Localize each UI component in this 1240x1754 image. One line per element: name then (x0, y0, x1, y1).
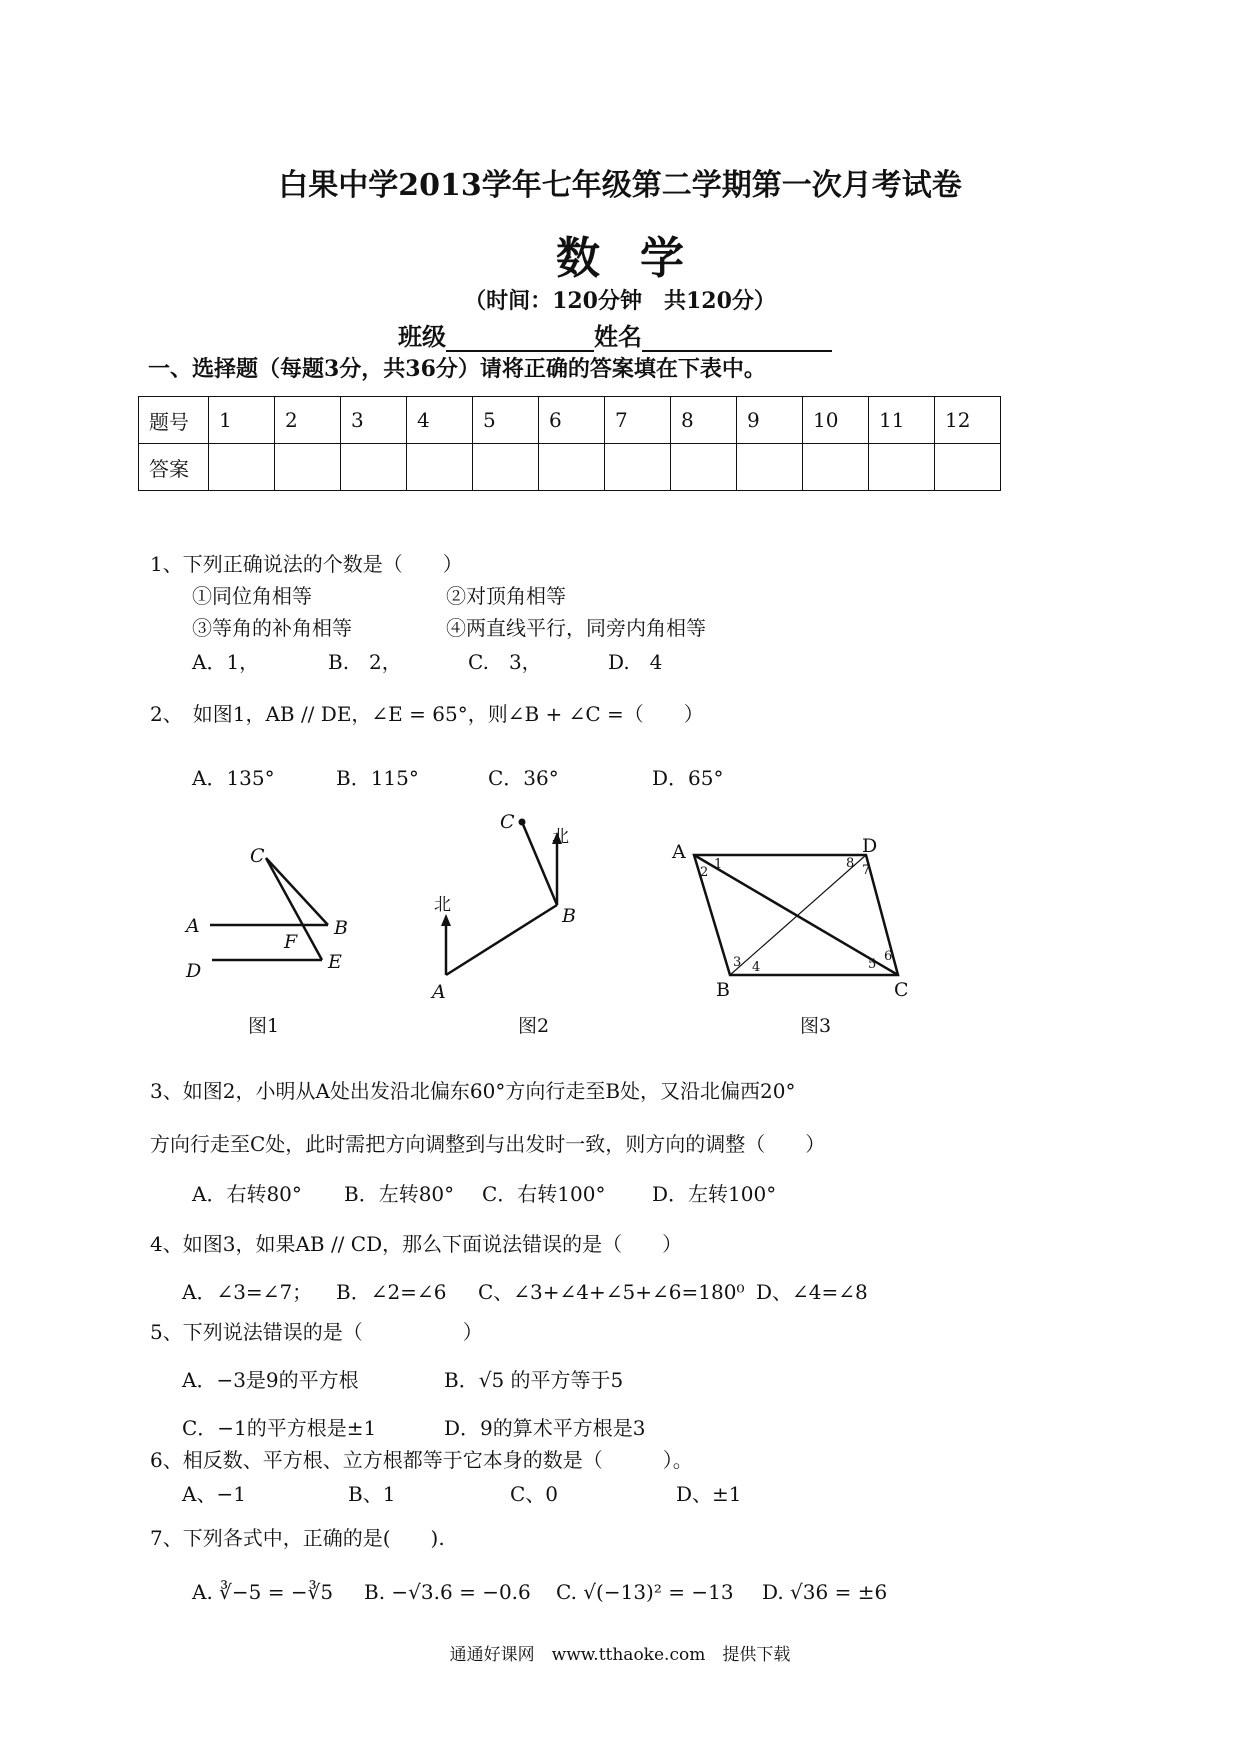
table-cell: 10 (803, 397, 869, 444)
exam-title: 白果中学2013学年七年级第二学期第一次月考试卷 (278, 168, 962, 203)
table-header-cell: 题号 (139, 397, 209, 444)
q5-option-a: A．−3是9的平方根 (182, 1368, 359, 1392)
fig1-label-e: E (328, 951, 342, 973)
q7-option-b: B. −√3.6 = −0.6 (364, 1580, 531, 1604)
fig1-label-c: C (250, 845, 265, 867)
q4-option-c: C、∠3+∠4+∠5+∠6=180⁰ (478, 1280, 745, 1304)
subject-title: 数学 (556, 233, 724, 284)
answer-cell[interactable] (473, 444, 539, 491)
table-cell: 1 (209, 397, 275, 444)
fig3-label-d: D (862, 835, 878, 857)
q1-option-d: D. 4 (608, 650, 663, 674)
q7-option-d: D. √36 = ±6 (762, 1580, 888, 1604)
fig3-angle-6: 6 (884, 949, 893, 964)
table-cell: 11 (869, 397, 935, 444)
q7-option-a: A. ∛−5 = −∛5 (192, 1580, 334, 1604)
fig3-angle-8: 8 (846, 856, 855, 871)
figure-1 (210, 858, 328, 960)
fig3-angle-3: 3 (733, 955, 742, 970)
answer-cell[interactable] (671, 444, 737, 491)
q3-option-a: A．右转80° (192, 1182, 302, 1206)
answer-cell[interactable] (935, 444, 1001, 491)
q7-stem: 7、下列各式中，正确的是( ). (150, 1526, 445, 1550)
class-name-line (398, 317, 832, 352)
q2-stem: 2、 如图1，AB // DE，∠E = 65°，则∠B + ∠C =（ ） (150, 702, 704, 726)
fig3-caption: 图3 (800, 1015, 832, 1037)
q6-option-c: C、0 (510, 1482, 559, 1506)
fig1-label-a: A (186, 915, 200, 937)
class-label: 班级 (398, 322, 446, 351)
fig2-label-c: C (500, 811, 515, 833)
fig2-label-north-b: 北 (552, 827, 569, 847)
answer-cell[interactable] (275, 444, 341, 491)
q3-option-c: C．右转100° (482, 1182, 606, 1206)
table-cell: 3 (341, 397, 407, 444)
time-info: （时间：120分钟 共120分） (464, 288, 776, 314)
table-cell: 7 (605, 397, 671, 444)
fig3-label-b: B (716, 979, 730, 1001)
answer-cell[interactable] (539, 444, 605, 491)
q2-option-d: D．65° (652, 766, 724, 790)
q1-stem: 1、下列正确说法的个数是（ ） (150, 552, 463, 576)
fig2-label-north-a: 北 (434, 895, 451, 915)
q5-stem: 5、下列说法错误的是（ ） (150, 1320, 483, 1344)
q5-option-b: B．√5 的平方等于5 (444, 1368, 624, 1392)
answer-cell[interactable] (605, 444, 671, 491)
table-cell: 6 (539, 397, 605, 444)
footer-text: 通通好课网 www.tthaoke.com 提供下载 (449, 1645, 791, 1665)
fig3-label-c: C (894, 979, 909, 1001)
answer-cell[interactable] (737, 444, 803, 491)
arrow-up-icon (441, 914, 451, 926)
q1-statement-3: ③等角的补角相等 (192, 616, 352, 640)
q4-option-a: A．∠3=∠7； (182, 1280, 313, 1304)
answer-cell[interactable] (407, 444, 473, 491)
q2-option-a: A．135° (192, 766, 275, 790)
q1-statement-1: ①同位角相等 (192, 584, 312, 608)
table-row (139, 444, 1001, 491)
table-cell: 4 (407, 397, 473, 444)
q3-stem-line1: 3、如图2，小明从A处出发沿北偏东60°方向行走至B处，又沿北偏西20° (150, 1079, 796, 1103)
fig2-point-c (519, 819, 526, 826)
q4-stem: 4、如图3，如果AB // CD，那么下面说法错误的是（ ） (150, 1232, 683, 1256)
figures-area (0, 790, 1240, 1050)
q6-option-b: B、1 (348, 1482, 396, 1506)
fig2-label-b: B (562, 905, 576, 927)
q2-option-c: C．36° (488, 766, 559, 790)
figure-2 (446, 822, 557, 975)
q3-option-d: D．左转100° (652, 1182, 777, 1206)
q3-option-b: B．左转80° (344, 1182, 455, 1206)
table-cell: 12 (935, 397, 1001, 444)
answer-cell[interactable] (341, 444, 407, 491)
q6-option-d: D、±1 (676, 1482, 742, 1506)
fig3-label-a: A (672, 841, 686, 863)
fig1-label-f: F (284, 931, 298, 953)
fig2-caption: 图2 (518, 1015, 550, 1037)
section-heading: 一、选择题（每题3分，共36分）请将正确的答案填在下表中。 (148, 356, 766, 382)
q1-option-a: A．1， (192, 650, 260, 674)
q1-option-b: B. 2， (328, 650, 402, 674)
fig3-angle-2: 2 (700, 865, 709, 880)
fig3-angle-4: 4 (752, 960, 761, 975)
q6-stem: 6、相反数、平方根、立方根都等于它本身的数是（ ）。 (150, 1448, 693, 1472)
q3-stem-line2: 方向行走至C处，此时需把方向调整到与出发时一致，则方向的调整（ ） (150, 1132, 826, 1156)
table-cell: 5 (473, 397, 539, 444)
fig3-diagonal-bd (730, 855, 866, 975)
fig1-caption: 图1 (248, 1015, 280, 1037)
fig2-line-ab (446, 905, 557, 975)
q6-option-a: A、−1 (182, 1482, 246, 1506)
fig1-label-d: D (186, 960, 202, 982)
table-header-cell: 答案 (139, 444, 209, 491)
q5-option-d: D．9的算术平方根是3 (444, 1416, 646, 1440)
q4-option-d: D、∠4=∠8 (756, 1280, 868, 1304)
q4-option-b: B．∠2=∠6 (336, 1280, 447, 1304)
name-label: 姓名 (594, 322, 642, 351)
table-cell: 8 (671, 397, 737, 444)
q7-option-c: C. √(−13)² = −13 (556, 1580, 734, 1604)
answer-cell[interactable] (209, 444, 275, 491)
q1-statement-4: ④两直线平行，同旁内角相等 (446, 616, 706, 640)
q1-statement-2: ②对顶角相等 (446, 584, 566, 608)
fig2-label-a: A (432, 981, 446, 1003)
fig3-angle-7: 7 (862, 863, 871, 878)
class-blank[interactable] (446, 324, 594, 352)
answer-cell[interactable] (803, 444, 869, 491)
fig3-angle-1: 1 (714, 857, 723, 872)
table-row (139, 397, 1001, 444)
answer-cell[interactable] (869, 444, 935, 491)
q5-option-c: C．−1的平方根是±1 (182, 1416, 377, 1440)
table-cell: 9 (737, 397, 803, 444)
fig3-angle-5: 5 (868, 957, 877, 972)
answer-table (138, 396, 1001, 491)
table-cell: 2 (275, 397, 341, 444)
q2-option-b: B．115° (336, 766, 419, 790)
q1-option-c: C. 3， (468, 650, 542, 674)
name-blank[interactable] (642, 324, 832, 352)
fig1-label-b: B (334, 917, 348, 939)
